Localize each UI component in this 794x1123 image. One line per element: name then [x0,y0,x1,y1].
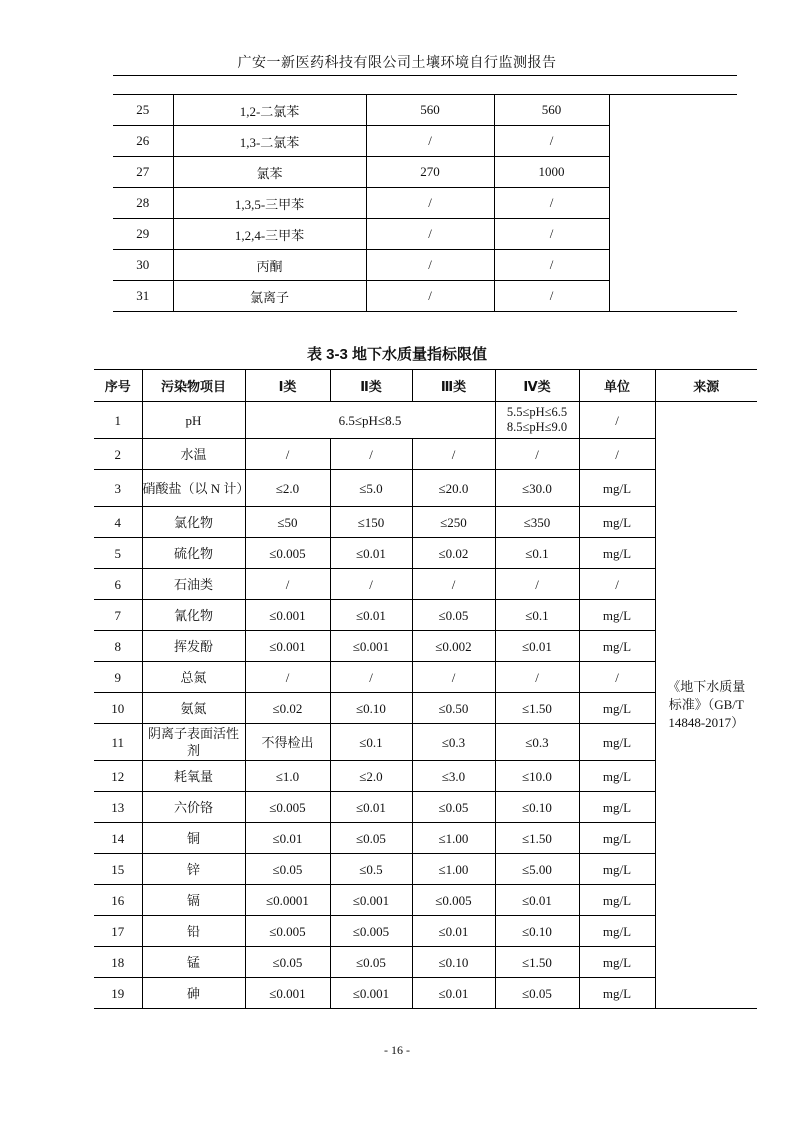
cell-class-1: ≤0.001 [245,978,330,1009]
cell-pollutant: 丙酮 [173,250,366,281]
cell-pollutant: 1,3-二氯苯 [173,126,366,157]
table-row [94,402,757,439]
cell-value-1: / [366,219,494,250]
cell-class-1: / [245,439,330,470]
cell-class-1: / [245,662,330,693]
cell-pollutant: 耗氧量 [142,761,245,792]
cell-unit: mg/L [579,538,655,569]
cell-no: 1 [94,402,142,439]
cell-class-4: ≤0.01 [495,885,579,916]
cell-value-1: / [366,188,494,219]
cell-class-4: ≤1.50 [495,693,579,724]
cell-no: 27 [113,157,173,188]
cell-class-3: ≤1.00 [412,823,495,854]
cell-class-4: / [495,662,579,693]
cell-class-3: ≤0.10 [412,947,495,978]
cell-value-2: / [494,126,609,157]
cell-class-2: ≤150 [330,507,412,538]
cell-pollutant: 挥发酚 [142,631,245,662]
cell-value-2: 560 [494,95,609,126]
cell-source: 《地下水质量标准》（GB/T 14848-2017） [655,402,757,1009]
cell-class-4: ≤1.50 [495,823,579,854]
cell-ph-range-merged: 6.5≤pH≤8.5 [245,402,495,439]
cell-class-1: ≤0.001 [245,600,330,631]
cell-no: 14 [94,823,142,854]
table-caption: 表 3-3 地下水质量指标限值 [306,346,488,363]
cell-value-2: 1000 [494,157,609,188]
cell-no: 6 [94,569,142,600]
page-header-title: 广安一新医药科技有限公司土壤环境自行监测报告 [237,56,557,71]
cell-class-4: ≤350 [495,507,579,538]
cell-class-1: ≤0.0001 [245,885,330,916]
cell-pollutant: 阴离子表面活性剂 [142,724,245,761]
header-class-4: Ⅳ类 [495,370,579,402]
cell-class-2: / [330,662,412,693]
cell-unit: mg/L [579,885,655,916]
cell-no: 4 [94,507,142,538]
cell-pollutant: 总氮 [142,662,245,693]
cell-class-2: ≤0.05 [330,823,412,854]
cell-no: 9 [94,662,142,693]
cell-unit: mg/L [579,947,655,978]
cell-class-4: ≤0.3 [495,724,579,761]
cell-class-2: ≤0.005 [330,916,412,947]
header-source: 来源 [655,370,757,402]
cell-pollutant: 锰 [142,947,245,978]
cell-pollutant: 六价铬 [142,792,245,823]
cell-pollutant: 氨氮 [142,693,245,724]
cell-class-3: ≤0.3 [412,724,495,761]
cell-no: 8 [94,631,142,662]
cell-pollutant: 1,3,5-三甲苯 [173,188,366,219]
cell-class-2: ≤0.001 [330,631,412,662]
page-number: - 16 - [384,1043,410,1057]
table-row [113,95,737,126]
cell-no: 26 [113,126,173,157]
cell-class-4: ≤0.10 [495,792,579,823]
cell-value-2: / [494,250,609,281]
cell-class-4: ≤0.01 [495,631,579,662]
cell-class-3: ≤3.0 [412,761,495,792]
cell-pollutant: 氯化物 [142,507,245,538]
cell-pollutant: 硫化物 [142,538,245,569]
cell-unit: / [579,402,655,439]
cell-no: 29 [113,219,173,250]
cell-no: 30 [113,250,173,281]
cell-class-3: / [412,569,495,600]
cell-value-2: / [494,281,609,312]
cell-class-1: ≤0.005 [245,792,330,823]
cell-no: 18 [94,947,142,978]
cell-unit: mg/L [579,854,655,885]
cell-no: 11 [94,724,142,761]
cell-class-3: ≤0.01 [412,916,495,947]
cell-no: 7 [94,600,142,631]
cell-class-4: / [495,569,579,600]
cell-class-3: / [412,662,495,693]
ph-range-high: 8.5≤pH≤9.0 [506,420,568,434]
cell-value-1: / [366,126,494,157]
cell-no: 2 [94,439,142,470]
cell-no: 16 [94,885,142,916]
cell-no: 3 [94,470,142,507]
cell-no: 19 [94,978,142,1009]
cell-unit: mg/L [579,600,655,631]
cell-class-4: ≤10.0 [495,761,579,792]
cell-class-2: ≤2.0 [330,761,412,792]
header-unit: 单位 [579,370,655,402]
cell-pollutant: 水温 [142,439,245,470]
cell-class-2: ≤5.0 [330,470,412,507]
cell-pollutant: 氯离子 [173,281,366,312]
cell-class-1: ≤50 [245,507,330,538]
cell-class-2: / [330,569,412,600]
cell-class-4: ≤0.1 [495,538,579,569]
cell-class-3: ≤0.50 [412,693,495,724]
cell-unit: mg/L [579,761,655,792]
cell-class-1: ≤0.02 [245,693,330,724]
cell-no: 15 [94,854,142,885]
cell-unit: mg/L [579,693,655,724]
cell-class-3: ≤1.00 [412,854,495,885]
cell-class-1: ≤0.05 [245,854,330,885]
continued-table [113,94,737,312]
table-header-row [94,370,757,402]
cell-pollutant: pH [142,402,245,439]
cell-class-4: ≤0.1 [495,600,579,631]
cell-value-2: / [494,219,609,250]
cell-unit: mg/L [579,823,655,854]
cell-class-3: ≤0.01 [412,978,495,1009]
header-class-1: Ⅰ类 [245,370,330,402]
header-no: 序号 [94,370,142,402]
cell-class-2: / [330,439,412,470]
cell-pollutant: 镉 [142,885,245,916]
cell-unit: / [579,569,655,600]
cell-unit: mg/L [579,631,655,662]
cell-class-4: ≤5.00 [495,854,579,885]
cell-unit: mg/L [579,724,655,761]
cell-pollutant: 锌 [142,854,245,885]
cell-class-2: ≤0.01 [330,600,412,631]
cell-class-3: / [412,439,495,470]
cell-unit: / [579,662,655,693]
cell-class-2: ≤0.5 [330,854,412,885]
groundwater-limits-table [94,369,757,1009]
cell-class-4: ≤1.50 [495,947,579,978]
cell-no: 5 [94,538,142,569]
cell-class-3: ≤20.0 [412,470,495,507]
cell-no: 28 [113,188,173,219]
cell-pollutant: 氯苯 [173,157,366,188]
cell-pollutant: 石油类 [142,569,245,600]
cell-class-2: ≤0.10 [330,693,412,724]
ph-range-low: 5.5≤pH≤6.5 [506,405,568,419]
cell-no: 12 [94,761,142,792]
cell-pollutant: 氰化物 [142,600,245,631]
cell-class-3: ≤250 [412,507,495,538]
cell-no: 13 [94,792,142,823]
cell-merged-empty [609,95,737,312]
header-rule [113,75,737,76]
cell-pollutant: 硝酸盐（以 N 计） [142,470,245,507]
cell-class-4: / [495,439,579,470]
header-class-3: Ⅲ类 [412,370,495,402]
cell-class-4: ≤0.05 [495,978,579,1009]
cell-class-1: / [245,569,330,600]
cell-ph-class-4 [495,402,579,439]
cell-unit: mg/L [579,470,655,507]
cell-class-2: ≤0.01 [330,538,412,569]
cell-class-2: ≤0.05 [330,947,412,978]
cell-class-1: ≤1.0 [245,761,330,792]
cell-class-2: ≤0.1 [330,724,412,761]
header-class-2: Ⅱ类 [330,370,412,402]
cell-class-2: ≤0.001 [330,885,412,916]
cell-pollutant: 1,2,4-三甲苯 [173,219,366,250]
cell-no: 10 [94,693,142,724]
cell-class-1: ≤0.001 [245,631,330,662]
cell-class-1: ≤0.01 [245,823,330,854]
cell-class-4: ≤0.10 [495,916,579,947]
cell-unit: / [579,439,655,470]
cell-class-2: ≤0.001 [330,978,412,1009]
cell-class-1: ≤0.005 [245,538,330,569]
cell-no: 31 [113,281,173,312]
cell-class-3: ≤0.05 [412,792,495,823]
cell-pollutant: 砷 [142,978,245,1009]
header-pollutant: 污染物项目 [142,370,245,402]
cell-pollutant: 铜 [142,823,245,854]
cell-class-1: ≤0.05 [245,947,330,978]
cell-unit: mg/L [579,916,655,947]
cell-value-1: / [366,250,494,281]
cell-value-2: / [494,188,609,219]
cell-class-2: ≤0.01 [330,792,412,823]
cell-pollutant: 1,2-二氯苯 [173,95,366,126]
cell-value-1: 560 [366,95,494,126]
cell-class-1: ≤0.005 [245,916,330,947]
cell-no: 17 [94,916,142,947]
cell-value-1: 270 [366,157,494,188]
cell-unit: mg/L [579,507,655,538]
cell-unit: mg/L [579,978,655,1009]
cell-unit: mg/L [579,792,655,823]
cell-class-3: ≤0.02 [412,538,495,569]
cell-class-3: ≤0.002 [412,631,495,662]
cell-class-1: ≤2.0 [245,470,330,507]
cell-class-3: ≤0.005 [412,885,495,916]
cell-pollutant: 铅 [142,916,245,947]
cell-class-4: ≤30.0 [495,470,579,507]
cell-class-3: ≤0.05 [412,600,495,631]
cell-no: 25 [113,95,173,126]
cell-class-1: 不得检出 [245,724,330,761]
cell-value-1: / [366,281,494,312]
